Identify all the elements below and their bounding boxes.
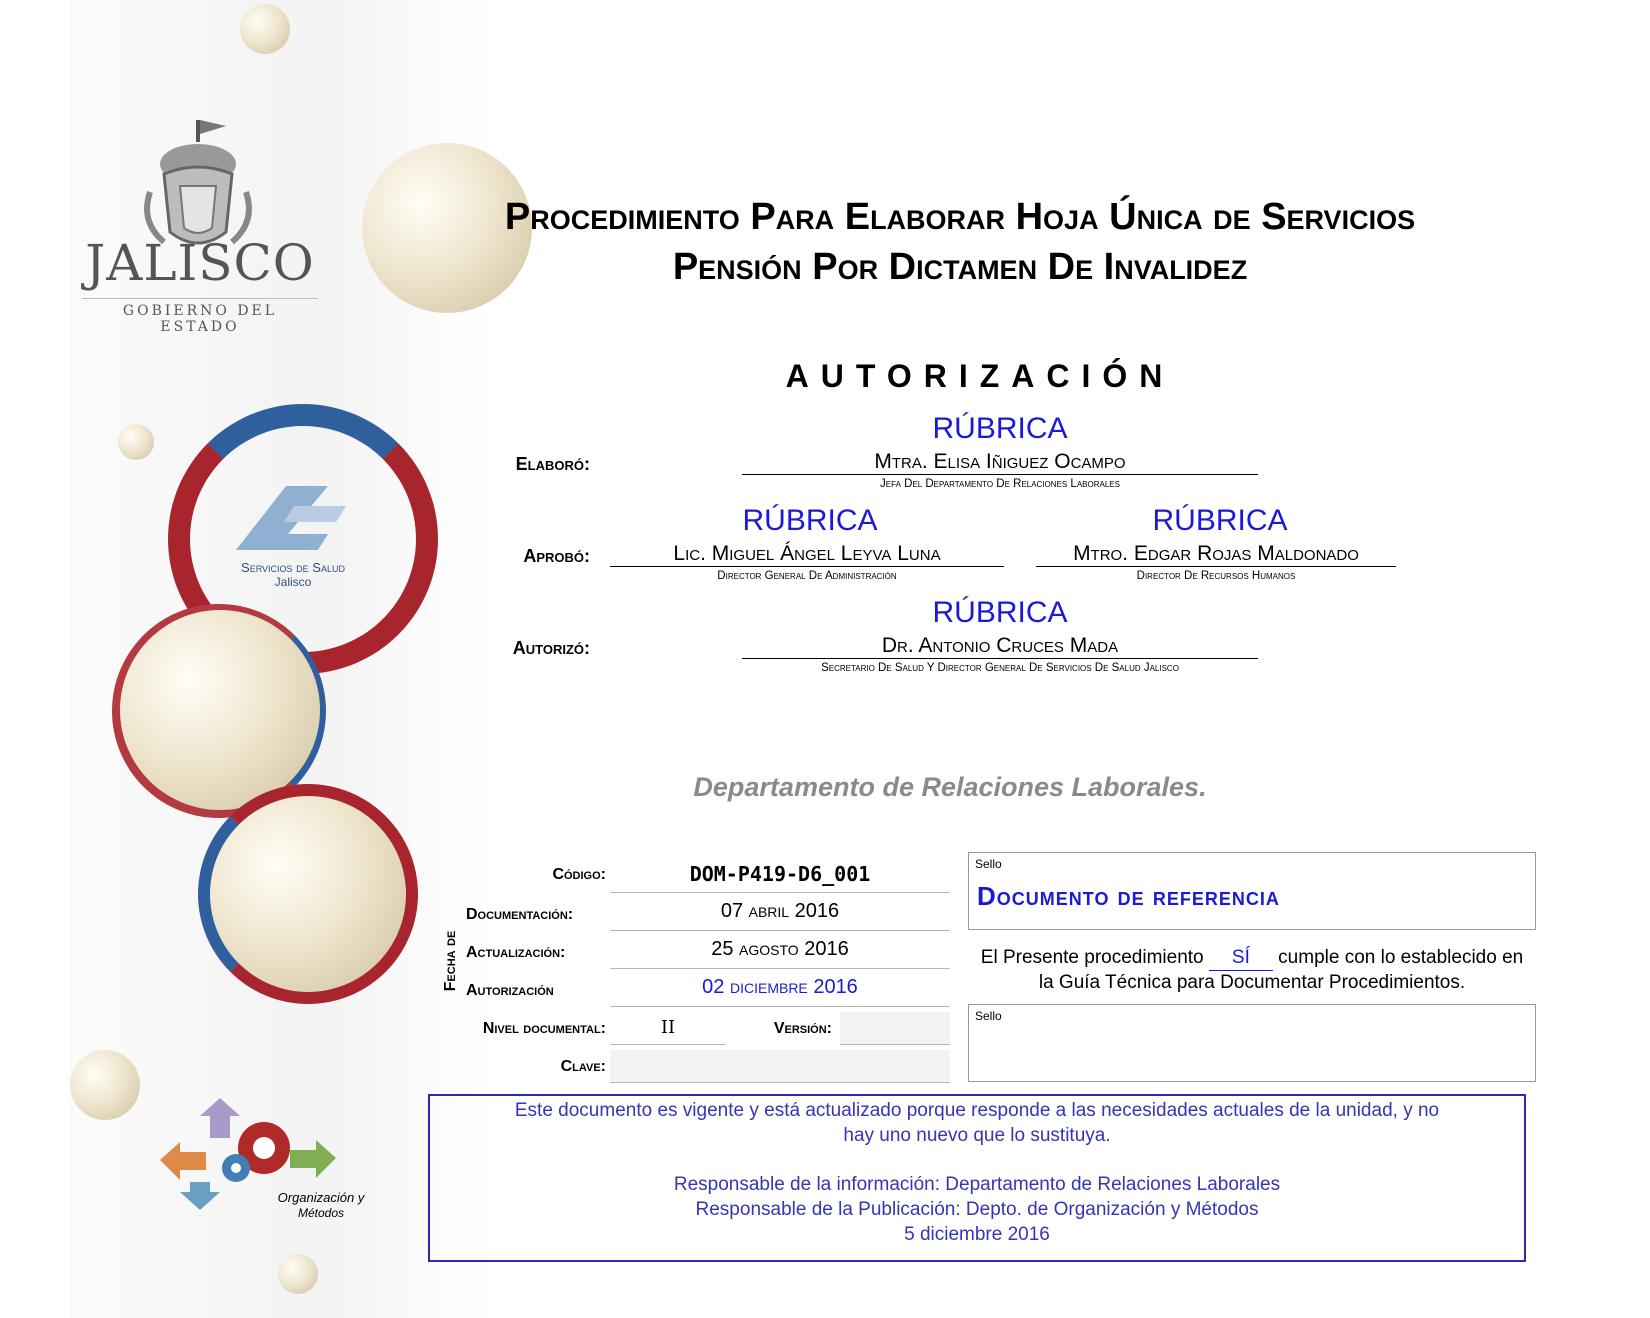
codigo-label: Código: [552, 866, 606, 883]
compliance-line2: la Guía Técnica para Documentar Procedimientos. [1038, 972, 1466, 993]
autorizacion-value: 02 diciembre 2016 [610, 976, 950, 1007]
clave-label: Clave: [560, 1058, 606, 1075]
notice-line3: Responsable de la información: Departamento de Relaciones Laborales [673, 1174, 1281, 1195]
compliance-answer: SÍ [1209, 946, 1273, 971]
ssj-name-line1: Servicios de Salud [241, 560, 345, 575]
decorative-orb [240, 4, 290, 54]
seal-box-empty [968, 1004, 1536, 1082]
seal-label: Sello [975, 1009, 1002, 1023]
notice-spacer [430, 1148, 1524, 1172]
elaboro-name: Mtra. Elisa Iñiguez Ocampo [742, 450, 1258, 475]
compliance-suffix: cumple con lo establecido en [1278, 947, 1524, 968]
documentacion-value: 07 abril 2016 [610, 900, 950, 931]
codigo-value: DOM-P419-D6_001 [610, 862, 950, 893]
ssj-name-line2: Jalisco [274, 575, 312, 589]
version-label: Versión: [773, 1020, 832, 1037]
fecha-de-label: Fecha de [442, 930, 459, 992]
decorative-orb [120, 610, 320, 810]
ssj-emblem-icon [228, 478, 358, 558]
actualizacion-label: Actualización: [466, 944, 566, 961]
document-title-line2: Pensión Por Dictamen De Invalidez [672, 246, 1248, 288]
documentacion-label: Documentación: [466, 906, 574, 923]
decorative-orb [210, 796, 406, 992]
oym-name-line2: Métodos [297, 1206, 345, 1220]
aprobo-position-1: Director General De Administración [717, 570, 897, 582]
nivel-documental-value: II [610, 1012, 726, 1045]
autorizo-name: Dr. Antonio Cruces Mada [742, 634, 1258, 659]
signature-rubrica: RÚBRICA [932, 412, 1068, 445]
clave-value [610, 1050, 950, 1083]
version-value [840, 1012, 950, 1045]
decorative-orb [118, 424, 154, 460]
aprobo-position-2: Director De Recursos Humanos [1136, 570, 1296, 582]
notice-line4: Responsable de la Publicación: Depto. de Organización y Métodos [695, 1199, 1259, 1220]
autorizo-position: Secretario De Salud Y Director General De Servicios De Salud Jalisco [821, 662, 1179, 674]
signature-rubrica: RÚBRICA [742, 504, 878, 537]
compliance-statement [968, 946, 1536, 995]
actualizacion-value: 25 agosto 2016 [610, 938, 950, 969]
oym-logo [160, 1098, 380, 1228]
department-name: Departamento de Relaciones Laborales. [693, 772, 1207, 802]
seal-box-reference [968, 852, 1536, 930]
elaboro-label: Elaboró: [515, 454, 590, 474]
aprobo-label: Aprobó: [523, 546, 590, 566]
nivel-documental-label: Nivel documental: [482, 1020, 606, 1037]
decorative-orb [278, 1254, 318, 1294]
document-title-line1: Procedimiento Para Elaborar Hoja Única de Servicios [504, 196, 1416, 238]
compliance-prefix: El Presente procedimiento [980, 947, 1204, 968]
elaboro-position: Jefa Del Departamento De Relaciones Laborales [880, 478, 1120, 490]
autorizo-label: Autorizó: [512, 638, 590, 658]
validity-notice [428, 1094, 1526, 1262]
reference-document-text: Documento de referencia [977, 881, 1280, 911]
authorization-heading: AUTORIZACIÓN [785, 358, 1175, 394]
notice-line2: hay uno nuevo que lo sustituya. [843, 1125, 1111, 1146]
jalisco-logo [80, 112, 320, 335]
signature-rubrica: RÚBRICA [1152, 504, 1288, 537]
compliance-line1 [968, 946, 1536, 971]
seal-label: Sello [975, 857, 1002, 871]
notice-line1: Este documento es vigente y está actualizado porque responde a las necesidades actuales de la unidad, y no [514, 1100, 1440, 1121]
jalisco-wordmark: JALISCO [85, 234, 315, 292]
notice-line5: 5 diciembre 2016 [904, 1224, 1050, 1245]
aprobo-name-1: Lic. Miguel Ángel Leyva Luna [610, 542, 1004, 567]
ssj-logo [228, 478, 358, 588]
decorative-orb [70, 1050, 140, 1120]
aprobo-name-2: Mtro. Edgar Rojas Maldonado [1036, 542, 1396, 567]
signature-rubrica: RÚBRICA [932, 596, 1068, 629]
jalisco-subtitle: GOBIERNO DEL ESTADO [82, 298, 318, 335]
oym-name-line1: Organización y [277, 1190, 365, 1205]
autorizacion-label: Autorización [466, 982, 554, 999]
